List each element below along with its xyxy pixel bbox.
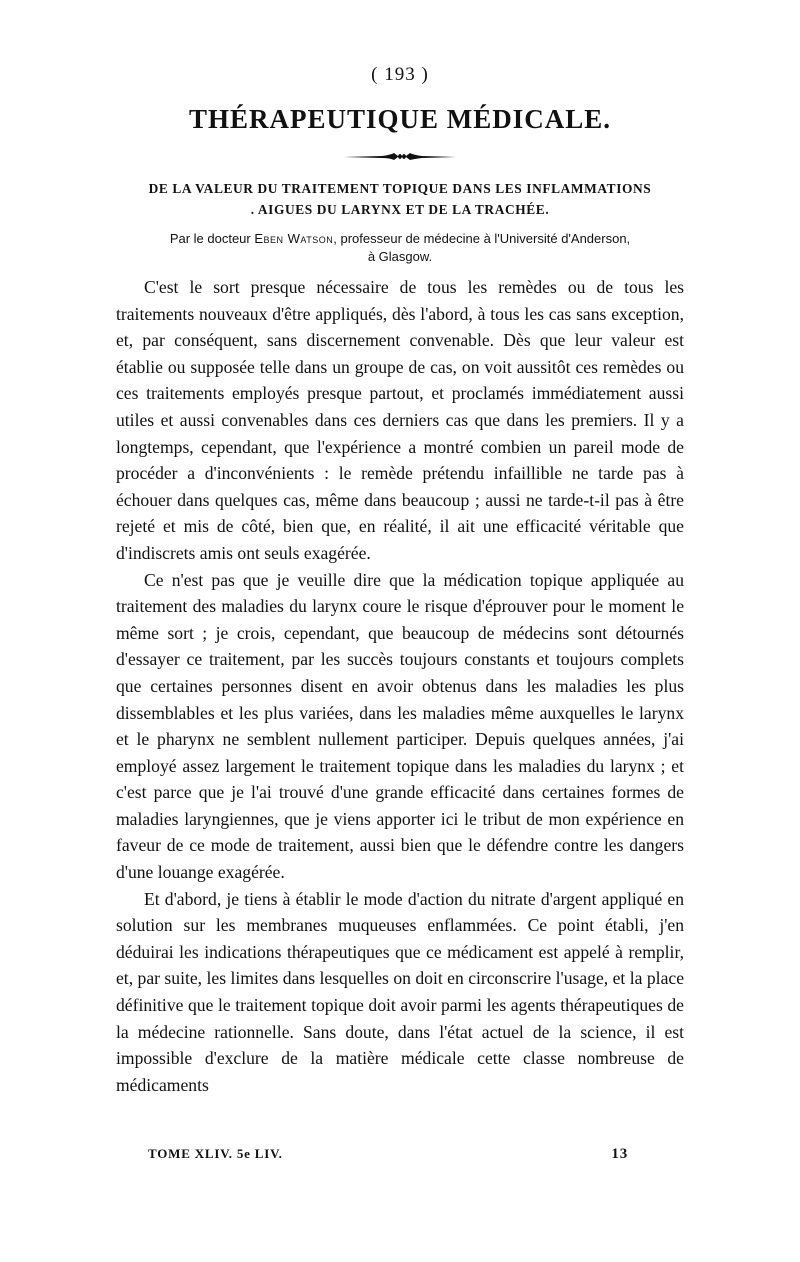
document-page (116, 62, 684, 1098)
byline-prefix: Par le docteur (169, 231, 255, 246)
byline-line-1 (116, 230, 684, 248)
article-title (116, 178, 684, 220)
byline (116, 230, 684, 266)
paragraph: Et d'abord, je tiens à établir le mode d'action du nitrate d'argent appliqué en solution sur les membranes muqueuses enflammées. Ce point établi, j'en déduirai les indications thérapeutiques que ce médicament est appelé à remplir, et, par suite, les limites dans lesquelles on doit en circonscrire l'usage, et la place définitive que le traitement topique doit avoir parmi les agents thérapeutiques de la médecine rationnelle. Sans doute, dans l'état actuel de la science, il est impossible d'exclure de la matière médicale cette classe nombreuse de médicaments (116, 888, 684, 1095)
divider-ornament-icon (342, 150, 458, 162)
author-name: Eben Watson (254, 231, 334, 246)
article-title-line-2: . AIGUES DU LARYNX ET DE LA TRACHÉE. (250, 202, 550, 217)
gathering-number: 13 (611, 1146, 628, 1162)
page-number: ( 193 ) (371, 64, 429, 85)
byline-line-2: à Glasgow. (367, 249, 433, 264)
volume-signature: TOME XLIV. 5e LIV. (148, 1146, 283, 1161)
byline-affiliation: , professeur de médecine à l'Université d'Anderson, (333, 231, 631, 246)
section-title: THÉRAPEUTIQUE MÉDICALE. (188, 104, 612, 134)
paragraph: Ce n'est pas que je veuille dire que la médication topique appliquée au traitement des maladies du larynx coure le risque d'éprouver pour le moment le même sort ; je crois, cependant, que beaucoup de médecins sont détournés d'essayer ce traitement, par les succès toujours constants et toujours complets que certaines personnes disent en avoir obtenus dans les maladies les plus dissemblables et les plus variées, dans les maladies même auxquelles le larynx et le pharynx ne semblent nullement participer. Depuis quelques années, j'ai employé assez largement le traitement topique dans les maladies du larynx ; et c'est parce que je l'ai trouvé d'une grande efficacité dans certaines formes de maladies laryngiennes, que je viens apporter ici le tribut de mon expérience en faveur de ce mode de traitement, aussi bien que le défendre contre les dangers d'une louange exagérée. (116, 569, 684, 883)
paragraph: C'est le sort presque nécessaire de tous les remèdes ou de tous les traitements nouveaux d'être appliqués, dès l'abord, à tous les cas sans exception, et, par conséquent, sans discernement convenable. Dès que leur valeur est établie ou supposée telle dans un groupe de cas, on voit aussitôt ces remèdes ou ces traitements employés presque partout, et proclamés immédiatement aussi utiles et aussi convenables dans ces derniers cas que dans les premiers. Il y a longtemps, cependant, que l'expérience a montré combien un pareil mode de procéder a d'inconvénients : le remède prétendu infaillible ne tarde pas à échouer dans quelques cas, même dans beaucoup ; aussi ne tarde-t-il pas à être rejeté et mis de côté, bien que, en réalité, il ait une efficacité véritable que d'indiscrets amis ont seuls exagérée. (116, 277, 684, 563)
article-title-line-1: DE LA VALEUR DU TRAITEMENT TOPIQUE DANS LES INFLAMMATIONS (148, 181, 652, 196)
article-body (116, 274, 684, 1098)
